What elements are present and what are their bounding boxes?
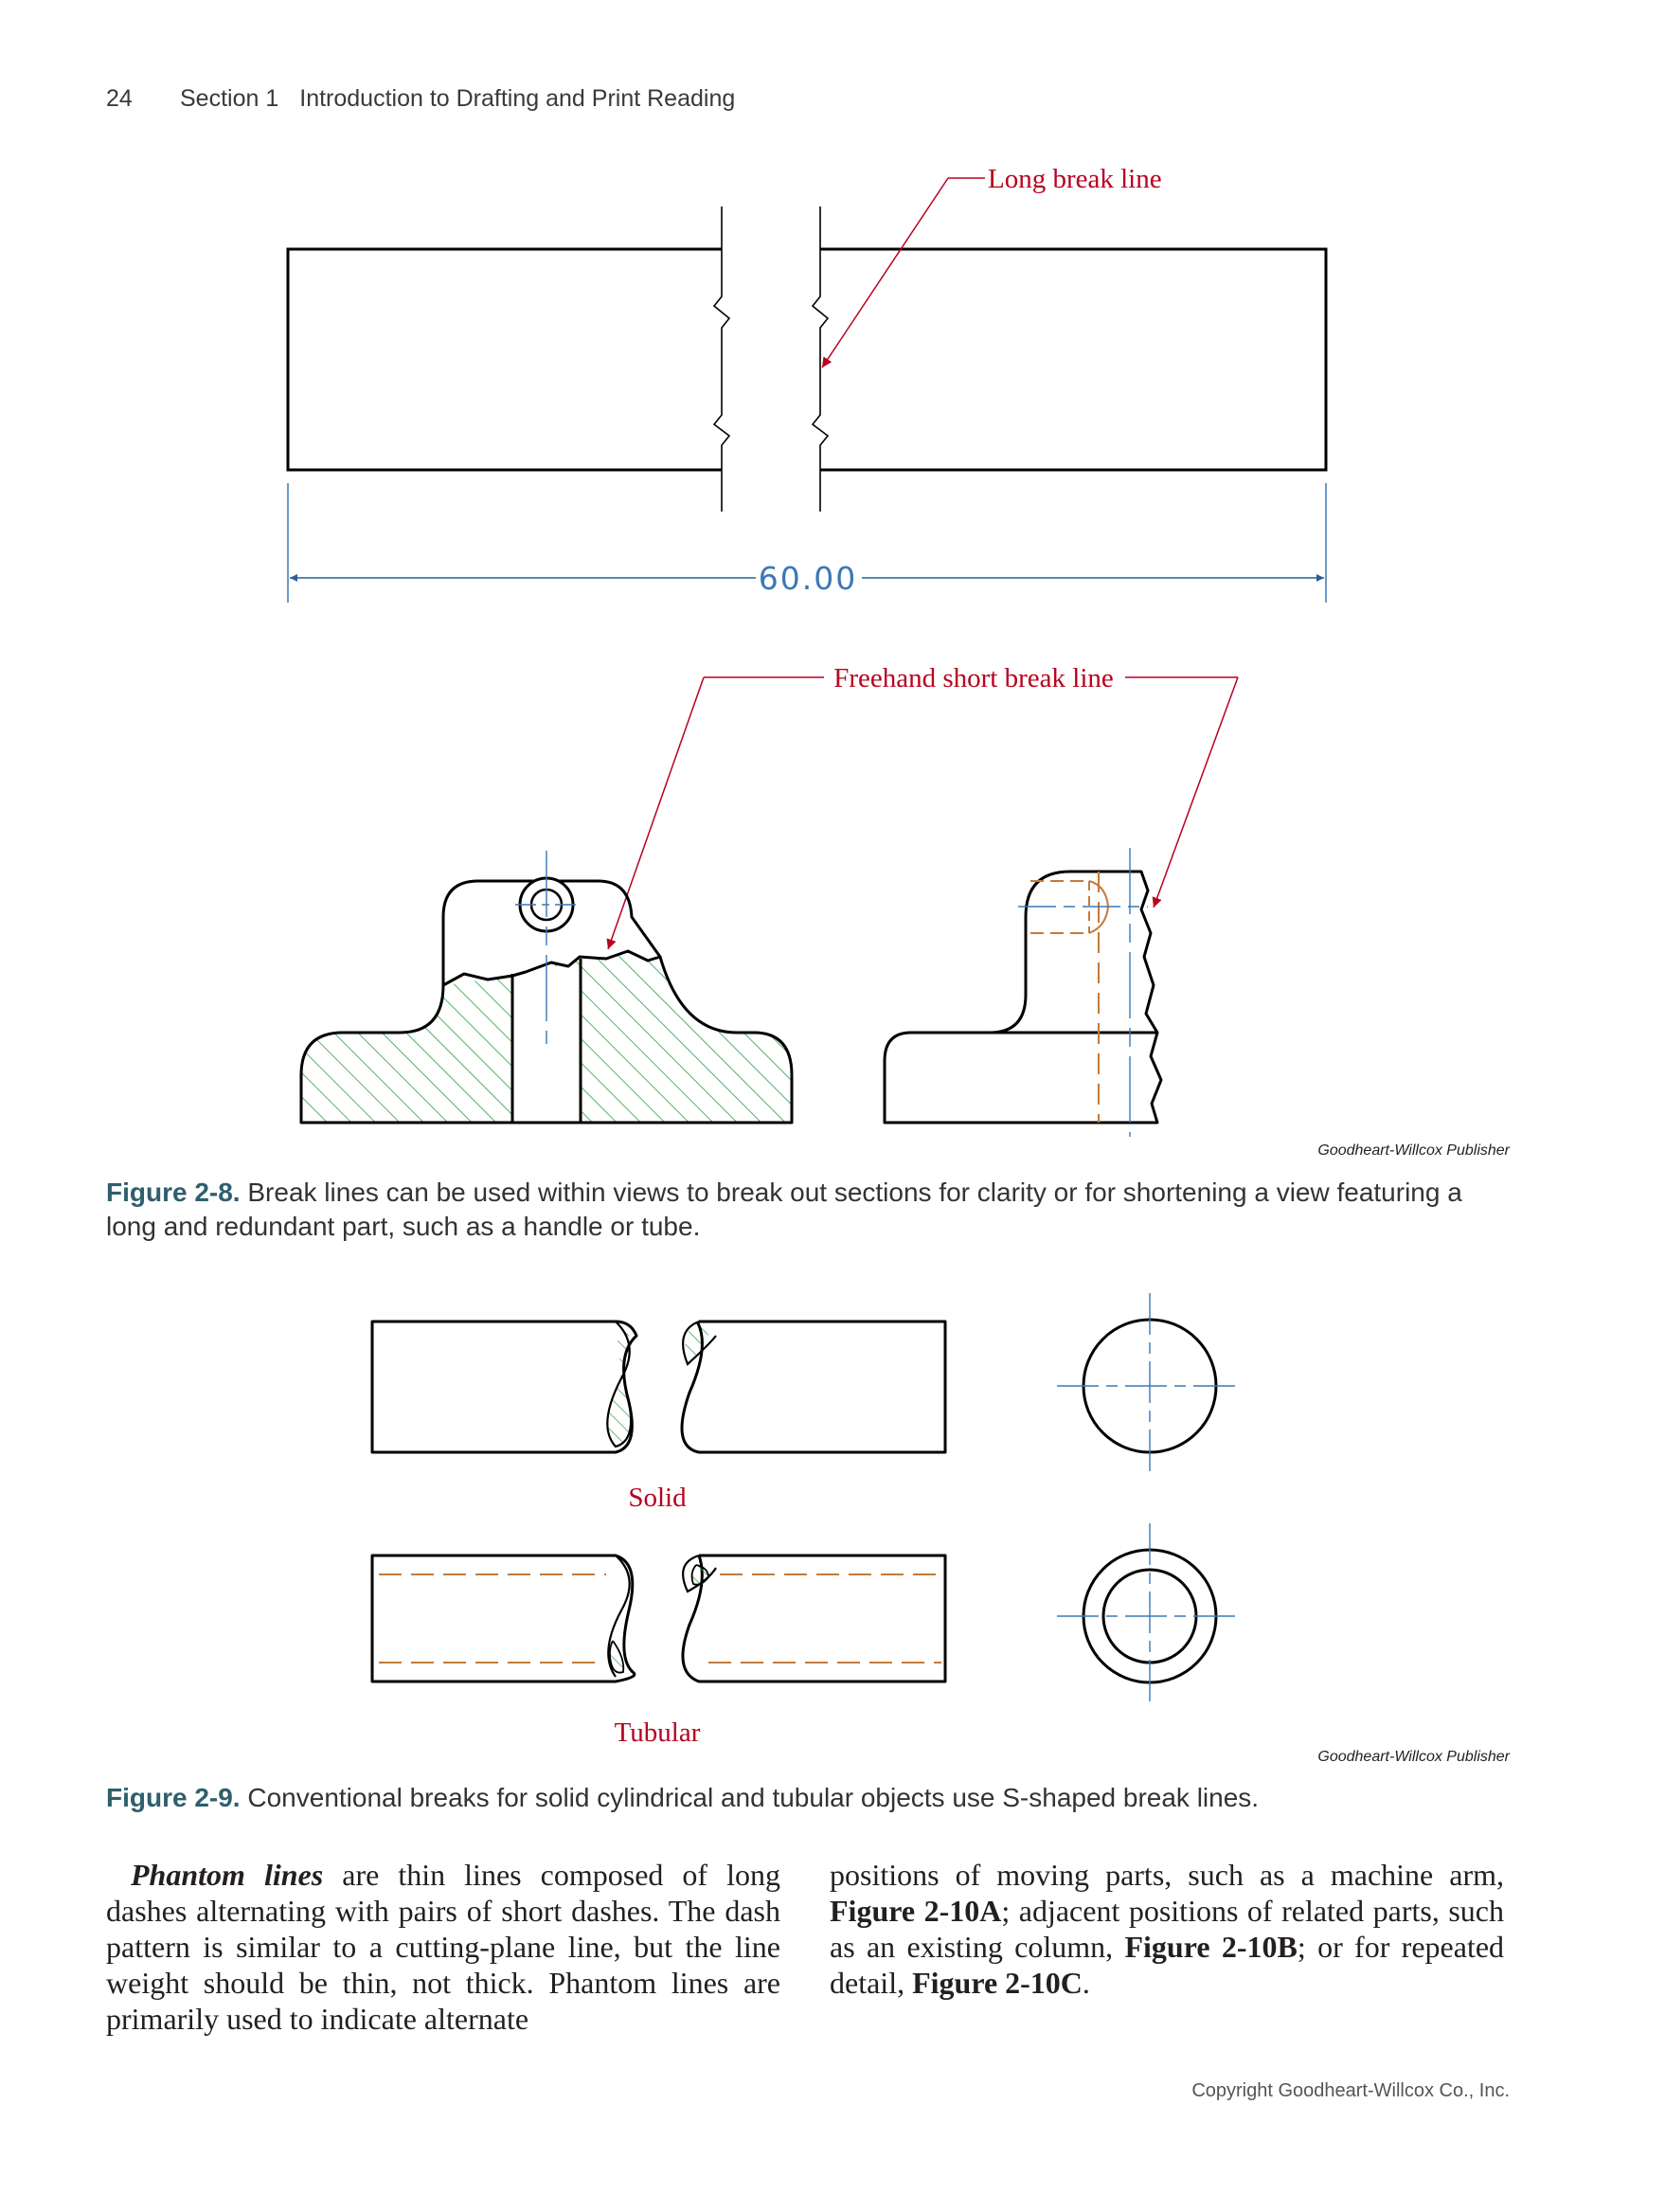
- solid-label: Solid: [628, 1483, 687, 1513]
- section-label: Section 1: [180, 85, 279, 112]
- right-text-1: positions of moving parts, such as a machine arm,: [830, 1858, 1504, 1892]
- freehand-label: Freehand short break line: [833, 663, 1114, 693]
- figure-2-8-credit: Goodheart-Willcox Publisher: [1317, 1142, 1510, 1159]
- figure-2-8-caption-label: Figure 2-8.: [106, 1178, 241, 1207]
- figure-ref-2-10b[interactable]: Figure 2-10B: [1124, 1930, 1298, 1964]
- figure-2-9-caption-label: Figure 2-9.: [106, 1783, 241, 1812]
- long-break-callout: [822, 164, 1162, 368]
- solid-end-view: [1057, 1293, 1243, 1473]
- figure-2-9-caption-text: Conventional breaks for solid cylindrical and tubular objects use S-shaped break lines.: [247, 1783, 1260, 1812]
- term-phantom-lines: Phantom lines: [131, 1858, 324, 1892]
- sectioned-front-view: [301, 851, 792, 1127]
- solid-bar: [372, 1322, 945, 1513]
- tubular-end-view: [1057, 1523, 1243, 1708]
- side-view: [885, 848, 1161, 1137]
- figure-2-8-caption: [106, 1176, 1508, 1244]
- copyright-footer: Copyright Goodheart-Willcox Co., Inc.: [1191, 2080, 1510, 2101]
- dimension-60: [288, 483, 1326, 602]
- figure-2-9-credit: Goodheart-Willcox Publisher: [1317, 1749, 1510, 1765]
- long-bar-right: [813, 207, 1326, 512]
- body-column-left: [106, 1857, 780, 2037]
- right-text-2: ; adjacent positions of related parts, such as an existing column,: [830, 1894, 1505, 1964]
- body-column-right: [830, 1857, 1504, 2001]
- tubular-label: Tubular: [614, 1717, 701, 1748]
- figure-ref-2-10a[interactable]: Figure 2-10A: [830, 1894, 1002, 1928]
- figure-ref-2-10c[interactable]: Figure 2-10C: [912, 1966, 1083, 2000]
- right-text-3: ; or for repeated detail,: [830, 1930, 1505, 2000]
- long-break-label: Long break line: [988, 164, 1162, 194]
- dimension-value: 60.00: [758, 560, 858, 597]
- figure-2-8-caption-text: Break lines can be used within views to break out sections for clarity or for shortening a view featuring a long and redundant part, such as a handle or tube.: [106, 1178, 1462, 1241]
- left-paragraph: are thin lines composed of long dashes alternating with pairs of short dashes. The dash pattern is similar to a cutting-plane line, but the line weight should be thin, not thick. Phantom lines are primarily used to indicate alternate: [106, 1858, 781, 2036]
- figure-2-9-drawing: [0, 1269, 1665, 1762]
- figure-2-9-caption: [106, 1781, 1508, 1815]
- tubular-bar: [372, 1556, 945, 1748]
- right-text-4: .: [1082, 1966, 1090, 2000]
- page-number: 24: [106, 85, 133, 112]
- long-bar-left: [288, 207, 729, 512]
- chapter-title: Introduction to Drafting and Print Reading: [299, 85, 736, 112]
